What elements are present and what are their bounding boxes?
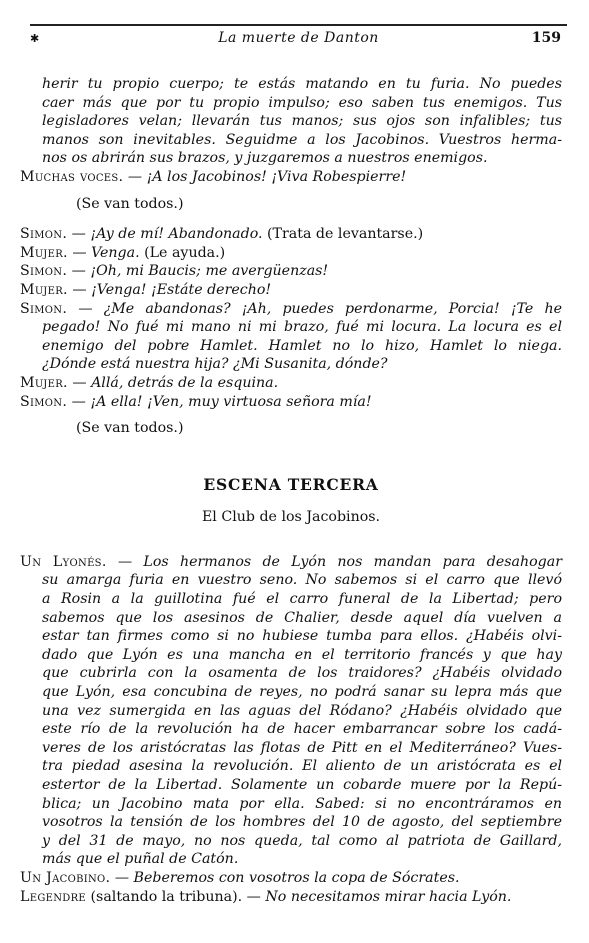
running-title: La muerte de Danton: [218, 30, 379, 46]
text-line: pegado! No fué mi mano ni mi brazo, fué mi locura. La locura es el: [42, 319, 562, 336]
dash: —: [67, 226, 91, 243]
text-line: dado que Lyón es una mancha en el territorio francés y que hay: [42, 646, 562, 663]
text-line: veres de los aristócratas las flotas de Pitt en el Mediterráneo? Vues-: [42, 739, 562, 756]
speech-text: ¡Oh, mi Baucis; me avergüenzas!: [90, 263, 329, 280]
scene-location: El Club de los Jacobinos.: [201, 509, 381, 526]
text-line: estar tan firmes como si no hubiese tumba para ellos. ¿Habéis olvi-: [42, 628, 562, 645]
text-line: una vez sumergida en las aguas del Ródano? ¿Habéis olvidado que: [42, 702, 562, 719]
text-line: caer más que por tu propio impulso; eso saben tus enemigos. Tus: [42, 94, 562, 111]
text-line: que Lyón, esa concubina de reyes, no podrá sanar su lepra más que: [42, 684, 562, 701]
text-line: más que el puñal de Catón.: [42, 851, 239, 868]
speech-legendre: [20, 888, 562, 907]
speech-text: — ¡A los Jacobinos! ¡Viva Robespierre!: [123, 168, 407, 185]
dash: —: [67, 374, 92, 391]
speaker-name: Un Jacobino.: [20, 869, 111, 886]
stage-direction: (Se van todos.): [76, 195, 184, 212]
page-number: 159: [531, 30, 561, 46]
text-line: vosotros la tensión de los hombres del 10 de agosto, del septiembre: [42, 814, 562, 831]
text-line: legisladores velan; llevarán tus manos; sus ojos son infalibles; tus: [42, 113, 562, 130]
text-line: sabemos que los asesinos de Chalier, desde aquel día vuelven a: [42, 609, 562, 626]
speech-text: Allá, detrás de la esquina.: [91, 374, 279, 391]
stage-note: (Le ayuda.): [139, 244, 226, 261]
speech-un-lyones: [20, 553, 562, 869]
opening-paragraph: [20, 75, 562, 168]
text-line: este río de la revolución ha de hacer embarrancar sobre los cadá-: [42, 721, 562, 738]
text-line: manos son inevitables. Seguidme a los Jacobinos. Vuestros herma-: [42, 131, 562, 148]
speaker-name: Mujer.: [20, 244, 68, 261]
text-line: blica; un Jacobino mata por ella. Sabed: si no encontráramos en: [42, 795, 562, 812]
speaker-name: Un Lyonés.: [20, 553, 107, 570]
dash: —: [67, 281, 92, 298]
speaker-name: Simon.: [20, 263, 68, 280]
speech-text: ¡Venga! ¡Estáte derecho!: [91, 281, 272, 298]
text-line: a Rosin a la guillotina fué el carro funeral de la Libertad; pero: [42, 591, 562, 608]
speaker-name: Muchas voces.: [20, 168, 124, 185]
speaker-name: Simon.: [20, 393, 68, 410]
speech-line: [20, 281, 562, 300]
speech-line: [20, 393, 562, 412]
text-line: [20, 553, 562, 572]
speech-muchas-voces: [20, 168, 562, 187]
stage-note: (saltando la tribuna). —: [86, 888, 266, 905]
ornament-mark: ✱: [30, 32, 40, 45]
text-line: [20, 300, 562, 319]
speaker-name: Mujer.: [20, 281, 68, 298]
speech-text: ¡A ella! ¡Ven, muy virtuosa señora mía!: [90, 393, 372, 410]
stage-direction: (Se van todos.): [76, 420, 184, 437]
speaker-name: Simon.: [20, 300, 68, 317]
speech-text: — Los hermanos de Lyón nos mandan para desahogar: [106, 553, 562, 570]
speech-line: [20, 244, 562, 263]
text-line: enemigo del pobre Hamlet. Hamlet no lo hizo, Hamlet lo niega.: [42, 337, 562, 354]
speech-text: ¡Ay de mí! Abandonado.: [90, 226, 263, 243]
page-body: [20, 75, 562, 906]
text-line: y del 31 de mayo, no nos queda, tal como al patriota de Gaillard,: [42, 832, 562, 849]
speech-text: No necesitamos mirar hacia Lyón.: [265, 888, 512, 905]
speech-text: — Beberemos con vosotros la copa de Sócrates.: [110, 869, 460, 886]
dash: —: [67, 263, 91, 280]
text-line: que cubrirla con la osamenta de los traidores? ¿Habéis olvidado: [42, 665, 562, 682]
header-rule: [30, 24, 567, 26]
scene-heading: ESCENA TERCERA: [203, 474, 379, 494]
text-line: herir tu propio cuerpo; te estás matando en tu furia. No puedes: [42, 76, 562, 92]
dash: —: [67, 393, 91, 410]
speaker-name: Simon.: [20, 226, 68, 243]
speech-line: [20, 225, 562, 244]
dash: —: [67, 244, 92, 261]
speaker-name: Legendre: [20, 888, 87, 905]
text-line: su amarga furia en vuestro seno. No sabemos si el carro que llevó: [42, 572, 562, 589]
stage-note: (Trata de levantarse.): [262, 226, 424, 243]
text-line: ¿Dónde está nuestra hija? ¿Mi Susanita, dónde?: [42, 356, 388, 373]
text-line: tra piedad asesina la revolución. El aliento de un aristócrata es el: [42, 758, 562, 775]
speech-text: Venga.: [91, 244, 140, 261]
speech-line: [20, 374, 562, 393]
running-header: [30, 30, 567, 50]
speech-text: — ¿Me abandonas? ¡Ah, puedes perdonarme, Porcia! ¡Te he: [67, 300, 562, 317]
speaker-name: Mujer.: [20, 374, 68, 391]
text-line: nos os abrirán sus brazos, y juzgaremos a nuestros enemigos.: [42, 150, 488, 167]
speech-line: [20, 262, 562, 281]
speech-simon-long: [20, 300, 562, 374]
text-line: estertor de la Libertad. Solamente un cobarde muere por la Repú-: [42, 777, 562, 793]
speech-un-jacobino: [20, 869, 562, 888]
